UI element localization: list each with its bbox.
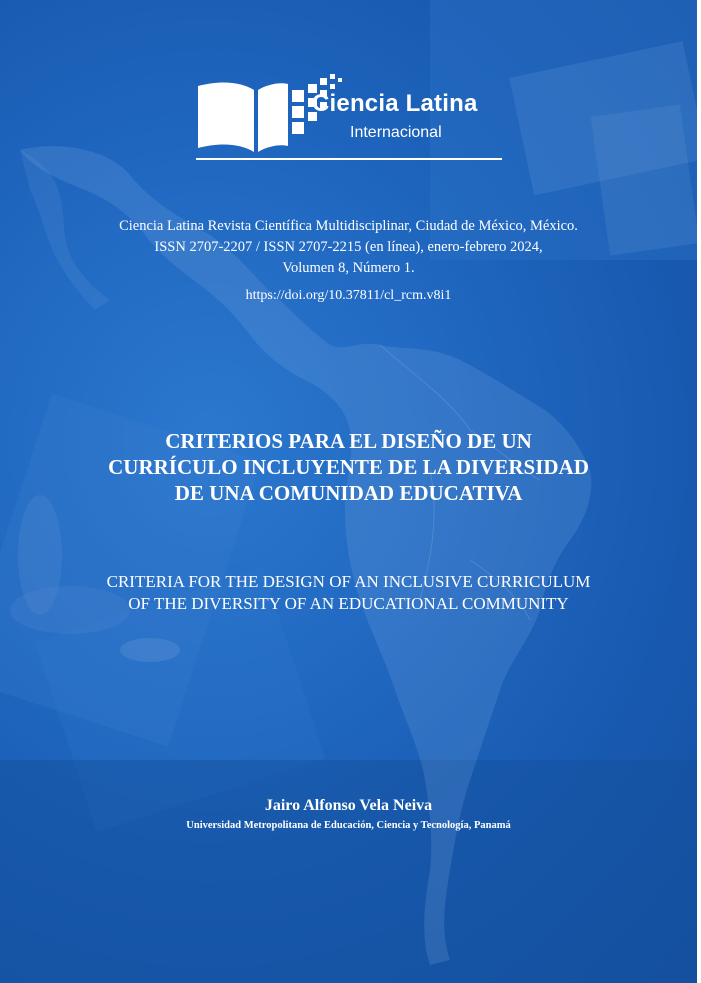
doi-link[interactable]: https://doi.org/10.37811/cl_rcm.v8i1 xyxy=(245,288,452,303)
brand-name: Ciencia Latina xyxy=(312,90,478,117)
brand-subtitle: Internacional xyxy=(350,124,442,141)
title-en-line-1: CRITERIA FOR THE DESIGN OF AN INCLUSIVE CURRICULUM xyxy=(106,572,591,591)
title-es-line-1: CRITERIOS PARA EL DISEÑO DE UN xyxy=(165,429,532,453)
journal-line-3: Volumen 8, Número 1. xyxy=(282,260,415,276)
title-spanish xyxy=(60,428,637,506)
title-en-line-2: OF THE DIVERSITY OF AN EDUCATIONAL COMMUNITY xyxy=(128,594,569,613)
journal-info xyxy=(0,216,697,279)
logo-underline xyxy=(196,158,502,160)
ciencia-latina-logo xyxy=(196,74,516,164)
title-es-line-2: CURRÍCULO INCLUYENTE DE LA DIVERSIDAD xyxy=(108,455,589,479)
author-affiliation: Universidad Metropolitana de Educación, Ciencia y Tecnología, Panamá xyxy=(186,820,511,831)
author-name: Jairo Alfonso Vela Neiva xyxy=(264,797,433,814)
title-es-line-3: DE UNA COMUNIDAD EDUCATIVA xyxy=(174,481,523,505)
page-edge xyxy=(697,0,701,983)
title-english xyxy=(60,571,637,615)
journal-line-2: ISSN 2707-2207 / ISSN 2707-2215 (en línea), enero-febrero 2024, xyxy=(154,239,543,255)
journal-line-1: Ciencia Latina Revista Científica Multidisciplinar, Ciudad de México, México. xyxy=(119,218,578,234)
